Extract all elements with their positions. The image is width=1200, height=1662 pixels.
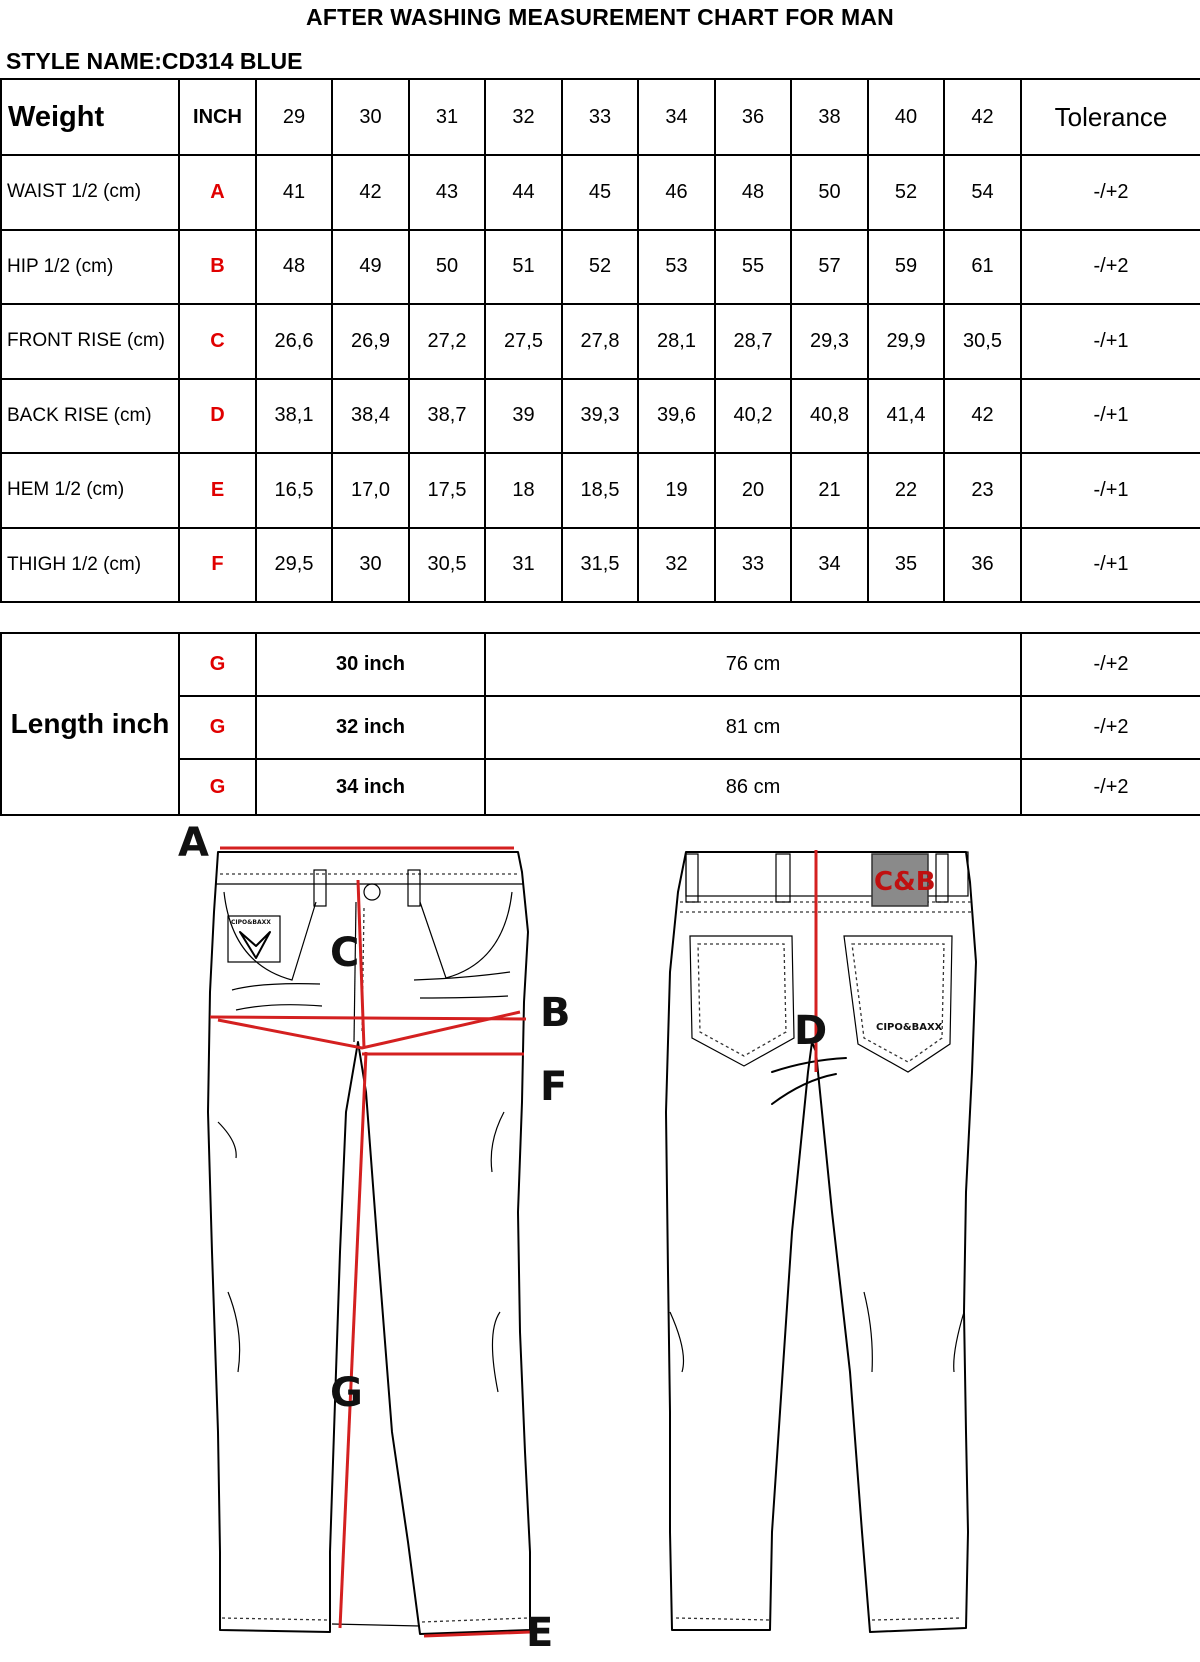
- size-header: 32: [485, 79, 562, 155]
- letter-e: E: [526, 1610, 554, 1656]
- size-header: 29: [256, 79, 332, 155]
- length-inch: 34 inch: [256, 759, 485, 815]
- measure-value: 29,5: [256, 528, 332, 603]
- jeans-back-view: [666, 852, 976, 1632]
- tolerance-cell: -/+2: [1021, 155, 1200, 230]
- measure-code: B: [179, 230, 256, 305]
- size-header: 30: [332, 79, 409, 155]
- front-brand-text: CIPO&BAXX: [231, 919, 271, 926]
- table-row: [1, 304, 1200, 379]
- weight-header: Weight: [1, 79, 179, 155]
- letter-a: A: [178, 820, 209, 866]
- letter-g: G: [330, 1370, 363, 1416]
- measure-label: HEM 1/2 (cm): [1, 453, 179, 528]
- size-header: 36: [715, 79, 791, 155]
- measure-value: 46: [638, 155, 715, 230]
- measure-code: C: [179, 304, 256, 379]
- measure-label: WAIST 1/2 (cm): [1, 155, 179, 230]
- length-inch: 30 inch: [256, 633, 485, 696]
- size-header: 38: [791, 79, 868, 155]
- chart-title: AFTER WASHING MEASUREMENT CHART FOR MAN: [306, 4, 894, 30]
- measure-code: G: [179, 633, 256, 696]
- style-name: STYLE NAME:CD314 BLUE: [6, 48, 303, 74]
- measure-value: 39,6: [638, 379, 715, 454]
- measure-label: HIP 1/2 (cm): [1, 230, 179, 305]
- measure-code: A: [179, 155, 256, 230]
- length-cm: 86 cm: [485, 759, 1021, 815]
- size-header: 31: [409, 79, 485, 155]
- measure-value: 50: [791, 155, 868, 230]
- tolerance-cell: -/+1: [1021, 304, 1200, 379]
- measure-value: 19: [638, 453, 715, 528]
- letter-c: C: [330, 930, 360, 976]
- tolerance-cell: -/+2: [1021, 230, 1200, 305]
- measure-label: BACK RISE (cm): [1, 379, 179, 454]
- measure-value: 41: [256, 155, 332, 230]
- length-inch: 32 inch: [256, 696, 485, 759]
- letter-b: B: [540, 990, 571, 1036]
- table-row: [1, 453, 1200, 528]
- measure-value: 26,9: [332, 304, 409, 379]
- size-header: 42: [944, 79, 1021, 155]
- measure-value: 34: [791, 528, 868, 603]
- measure-code: D: [179, 379, 256, 454]
- measure-value: 38,4: [332, 379, 409, 454]
- measure-value: 30,5: [409, 528, 485, 603]
- measure-value: 52: [868, 155, 944, 230]
- measure-value: 22: [868, 453, 944, 528]
- measure-value: 31: [485, 528, 562, 603]
- measure-value: 61: [944, 230, 1021, 305]
- length-cm: 76 cm: [485, 633, 1021, 696]
- measure-value: 17,0: [332, 453, 409, 528]
- size-header-row: [1, 79, 1200, 155]
- measure-value: 27,5: [485, 304, 562, 379]
- measure-value: 52: [562, 230, 638, 305]
- measure-value: 30,5: [944, 304, 1021, 379]
- size-header: 33: [562, 79, 638, 155]
- table-row: [1, 759, 1200, 815]
- measure-value: 57: [791, 230, 868, 305]
- length-label: Length inch: [1, 633, 179, 815]
- measure-value: 16,5: [256, 453, 332, 528]
- back-pocket-brand-text: CIPO&BAXX: [876, 1022, 943, 1033]
- measure-value: 38,1: [256, 379, 332, 454]
- table-row: [1, 528, 1200, 603]
- measure-label: THIGH 1/2 (cm): [1, 528, 179, 603]
- measure-value: 28,1: [638, 304, 715, 379]
- tolerance-cell: -/+2: [1021, 633, 1200, 696]
- tolerance-cell: -/+1: [1021, 528, 1200, 603]
- measure-label: FRONT RISE (cm): [1, 304, 179, 379]
- measure-value: 54: [944, 155, 1021, 230]
- measure-value: 30: [332, 528, 409, 603]
- measure-code: G: [179, 696, 256, 759]
- measure-value: 23: [944, 453, 1021, 528]
- measurement-lines: [210, 848, 816, 1636]
- measure-value: 32: [638, 528, 715, 603]
- jeans-technical-sketch: [0, 812, 1200, 1662]
- tolerance-cell: -/+1: [1021, 453, 1200, 528]
- tolerance-cell: -/+1: [1021, 379, 1200, 454]
- measure-value: 40,8: [791, 379, 868, 454]
- measure-value: 27,8: [562, 304, 638, 379]
- measure-value: 59: [868, 230, 944, 305]
- table-row: [1, 633, 1200, 696]
- measure-value: 42: [944, 379, 1021, 454]
- measure-value: 17,5: [409, 453, 485, 528]
- measure-value: 35: [868, 528, 944, 603]
- measure-value: 43: [409, 155, 485, 230]
- back-patch-label: C&B: [874, 867, 936, 897]
- table-row: [1, 155, 1200, 230]
- tolerance-header: Tolerance: [1021, 79, 1200, 155]
- table-row: [1, 379, 1200, 454]
- letter-d: D: [794, 1008, 828, 1054]
- tolerance-cell: -/+2: [1021, 696, 1200, 759]
- measure-value: 41,4: [868, 379, 944, 454]
- length-cm: 81 cm: [485, 696, 1021, 759]
- measure-value: 38,7: [409, 379, 485, 454]
- table-row: [1, 696, 1200, 759]
- measure-value: 28,7: [715, 304, 791, 379]
- measure-value: 31,5: [562, 528, 638, 603]
- measure-value: 42: [332, 155, 409, 230]
- measure-code: G: [179, 759, 256, 815]
- measure-value: 45: [562, 155, 638, 230]
- measure-value: 53: [638, 230, 715, 305]
- measure-value: 29,9: [868, 304, 944, 379]
- measure-value: 18,5: [562, 453, 638, 528]
- measure-value: 39,3: [562, 379, 638, 454]
- length-table: [0, 632, 1200, 816]
- tolerance-cell: -/+2: [1021, 759, 1200, 815]
- measure-value: 27,2: [409, 304, 485, 379]
- measure-value: 18: [485, 453, 562, 528]
- measure-value: 33: [715, 528, 791, 603]
- measure-value: 21: [791, 453, 868, 528]
- measure-value: 48: [715, 155, 791, 230]
- measure-code: E: [179, 453, 256, 528]
- inch-header: INCH: [179, 79, 256, 155]
- measure-value: 44: [485, 155, 562, 230]
- jeans-front-view: [208, 852, 530, 1634]
- table-row: [1, 230, 1200, 305]
- measure-value: 29,3: [791, 304, 868, 379]
- measure-code: F: [179, 528, 256, 603]
- measure-value: 40,2: [715, 379, 791, 454]
- measure-value: 39: [485, 379, 562, 454]
- measure-value: 55: [715, 230, 791, 305]
- size-header: 40: [868, 79, 944, 155]
- letter-f: F: [540, 1064, 568, 1110]
- measure-value: 49: [332, 230, 409, 305]
- measure-value: 26,6: [256, 304, 332, 379]
- measure-value: 51: [485, 230, 562, 305]
- size-measurement-table: [0, 78, 1200, 603]
- measure-value: 36: [944, 528, 1021, 603]
- size-header: 34: [638, 79, 715, 155]
- measure-value: 20: [715, 453, 791, 528]
- measure-value: 48: [256, 230, 332, 305]
- measure-value: 50: [409, 230, 485, 305]
